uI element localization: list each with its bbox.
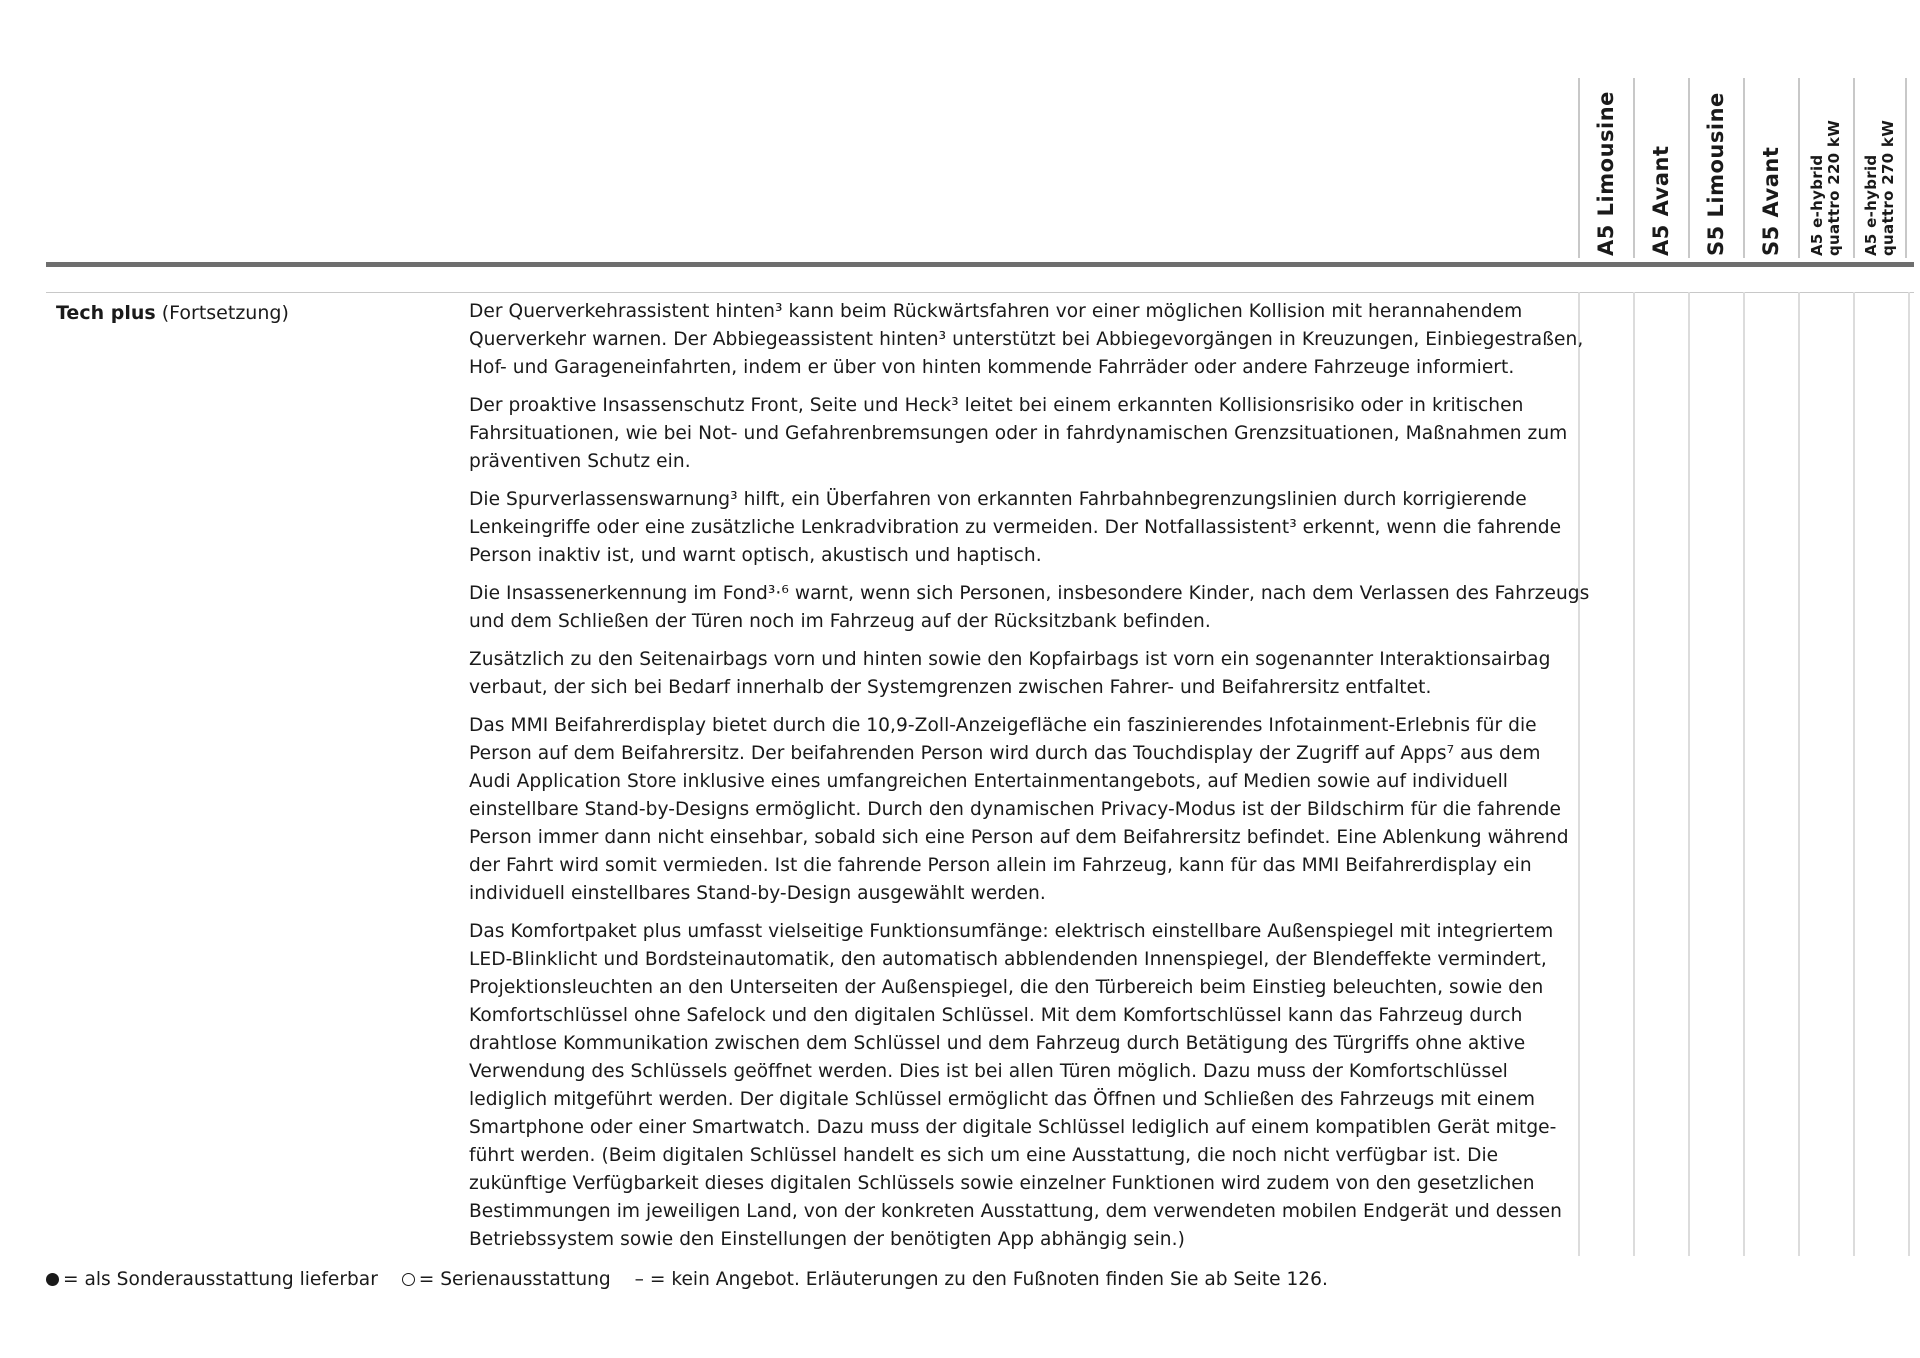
- paragraph-airbags: [469, 646, 1579, 702]
- column-label: S5 Limousine: [1704, 92, 1728, 256]
- paragraph-comfort-package: [469, 918, 1579, 1254]
- text-line: verbaut, der sich bei Bedarf innerhalb der Systemgrenzen zwischen Fahrer- und Beifahrersitz entfaltet.: [469, 677, 1432, 698]
- section-suffix: (Fortsetzung): [161, 302, 289, 324]
- text-line: Fahrsituationen, wie bei Not- und Gefahrenbremsungen oder in fahrdynamischen Grenzsituationen, Maßnahmen zum: [469, 423, 1568, 444]
- text-line: Bestimmungen im jeweiligen Land, von der konkreten Ausstattung, dem verwendeten mobilen Endgerät und dessen: [469, 1201, 1562, 1222]
- legend-optional-text: = als Sonderausstattung lieferbar: [63, 1269, 378, 1290]
- text-line: einstellbare Stand-by-Designs ermöglicht. Durch den dynamischen Privacy-Modus ist der Bildschirm für die fahrende: [469, 799, 1562, 820]
- text-line: Verwendung des Schlüssels geöffnet werden. Dies ist bei allen Türen möglich. Dazu muss der Komfortschlüssel: [469, 1061, 1508, 1082]
- legend-optional: [46, 1267, 378, 1293]
- section-label: [56, 300, 289, 326]
- column-label-line: quattro 220 kW: [1825, 119, 1843, 256]
- text-line: Komfortschlüssel ohne Safelock und den digitalen Schlüssel. Mit dem Komfortschlüssel kann das Fahrzeug durch: [469, 1005, 1523, 1026]
- legend: [46, 1267, 1346, 1293]
- text-line: Der proaktive Insassenschutz Front, Seite und Heck³ leitet bei einem erkannten Kollisionsrisiko oder in kritischen: [469, 395, 1524, 416]
- paragraph-occupant-protection: [469, 392, 1579, 476]
- column-header-a5-avant: [1633, 78, 1687, 258]
- section-title: Tech plus: [56, 302, 156, 324]
- text-line: Lenkeingriffe oder eine zusätzliche Lenkradvibration zu vermeiden. Der Notfallassistent³ erkennt, wenn die fahrende: [469, 517, 1562, 538]
- text-line: Querverkehr warnen. Der Abbiegeassistent hinten³ unterstützt bei Abbiegevorgängen in Kreuzungen, Einbiegestraßen,: [469, 329, 1584, 350]
- description-text: [469, 298, 1590, 1264]
- column-line: [1853, 292, 1855, 1256]
- text-line: Smartphone oder einer Smartwatch. Dazu muss der digitale Schlüssel lediglich auf einem kompatiblen Gerät mitge-: [469, 1117, 1557, 1138]
- paragraph-cross-traffic: [469, 298, 1584, 382]
- legend-none-text: – = kein Angebot. Erläuterungen zu den Fußnoten finden Sie ab Seite 126.: [634, 1269, 1328, 1290]
- text-line: drahtlose Kommunikation zwischen dem Schlüssel und dem Fahrzeug durch Betätigung des Türgriffs ohne aktive: [469, 1033, 1526, 1054]
- text-line: Zusätzlich zu den Seitenairbags vorn und hinten sowie den Kopfairbags ist vorn ein sogenannter Interaktionsairbag: [469, 649, 1551, 670]
- paragraph-passenger-display: [469, 712, 1579, 908]
- text-line: führt werden. (Beim digitalen Schlüssel handelt es sich um eine Ausstattung, die noch nicht verfügbar ist. Die: [469, 1145, 1499, 1166]
- column-header-s5-avant: [1743, 78, 1797, 258]
- legend-standard-text: = Serienausstattung: [418, 1269, 611, 1290]
- column-label-line: A5 e-hybrid: [1862, 154, 1880, 256]
- text-line: individuell einstellbares Stand-by-Design ausgewählt werden.: [469, 883, 1046, 904]
- column-label: [1863, 120, 1897, 256]
- text-line: Die Insassenerkennung im Fond³·⁶ warnt, wenn sich Personen, insbesondere Kinder, nach dem Verlassen des Fahrzeugs: [469, 583, 1590, 604]
- text-line: und dem Schließen der Türen noch im Fahrzeug auf der Rücksitzbank befinden.: [469, 611, 1211, 632]
- text-line: Person immer dann nicht einsehbar, sobald sich eine Person auf dem Beifahrersitz befindet. Eine Ablenkung während: [469, 827, 1569, 848]
- column-label: S5 Avant: [1759, 146, 1783, 256]
- text-line: Die Spurverlassenswarnung³ hilft, ein Überfahren von erkannten Fahrbahnbegrenzungslinien durch korrigierende: [469, 489, 1527, 510]
- text-line: Das MMI Beifahrerdisplay bietet durch die 10,9-Zoll-Anzeigefläche ein faszinierendes Infotainment-Erlebnis für die: [469, 715, 1537, 736]
- text-line: Hof- und Garageneinfahrten, indem er über von hinten kommende Fahrräder oder andere Fahrzeuge informiert.: [469, 357, 1515, 378]
- column-label: A5 Avant: [1649, 145, 1673, 256]
- text-line: Person auf dem Beifahrersitz. Der beifahrenden Person wird durch das Touchdisplay der Zugriff auf Apps⁷ aus dem: [469, 743, 1541, 764]
- column-label-line: quattro 270 kW: [1879, 119, 1897, 256]
- column-header-a5-ehybrid-220: [1798, 78, 1852, 258]
- column-line: [1688, 292, 1690, 1256]
- column-header-a5-limousine: [1578, 78, 1632, 258]
- header-divider: [46, 262, 1914, 267]
- column-line: [1798, 292, 1800, 1256]
- column-label: A5 Limousine: [1594, 91, 1618, 256]
- text-line: LED-Blinklicht und Bordsteinautomatik, den automatisch abblendenden Innenspiegel, der Blendeffekte vermindert,: [469, 949, 1547, 970]
- column-header-s5-limousine: [1688, 78, 1742, 258]
- text-line: Der Querverkehrassistent hinten³ kann beim Rückwärtsfahren vor einer möglichen Kollision mit herannahendem: [469, 301, 1523, 322]
- column-label-line: A5 e-hybrid: [1808, 154, 1826, 256]
- text-line: zukünftige Verfügbarkeit dieses digitalen Schlüssels sowie einzelner Funktionen wird zudem von den gesetzlichen: [469, 1173, 1535, 1194]
- column-line: [1633, 292, 1635, 1256]
- legend-standard: [402, 1267, 611, 1293]
- column-line: [1743, 292, 1745, 1256]
- text-line: Audi Application Store inklusive eines umfangreichen Entertainmentangebots, auf Medien sowie auf individuell: [469, 771, 1509, 792]
- paragraph-occupant-detection: [469, 580, 1590, 636]
- text-line: präventiven Schutz ein.: [469, 451, 691, 472]
- filled-circle-icon: [46, 1273, 59, 1286]
- text-line: Person inaktiv ist, und warnt optisch, akustisch und haptisch.: [469, 545, 1042, 566]
- text-line: der Fahrt wird somit vermieden. Ist die fahrende Person allein im Fahrzeug, kann für das MMI Beifahrerdisplay ein: [469, 855, 1532, 876]
- text-line: Projektionsleuchten an den Unterseiten der Außenspiegel, die den Türbereich beim Einstieg beleuchten, sowie den: [469, 977, 1544, 998]
- legend-none: [635, 1267, 1328, 1293]
- text-line: lediglich mitgeführt werden. Der digitale Schlüssel ermöglicht das Öffnen und Schließen des Fahrzeugs mit einem: [469, 1089, 1536, 1110]
- open-circle-icon: [402, 1273, 415, 1286]
- paragraph-lane-departure: [469, 486, 1579, 570]
- text-line: Betriebssystem sowie den Einstellungen der benötigten App abhängig sein.): [469, 1229, 1185, 1250]
- column-line: [1908, 292, 1910, 1256]
- column-header-a5-ehybrid-270: [1853, 78, 1907, 258]
- text-line: Das Komfortpaket plus umfasst vielseitige Funktionsumfänge: elektrisch einstellbare Außenspiegel mit integriertem: [469, 921, 1554, 942]
- column-label: [1809, 120, 1843, 256]
